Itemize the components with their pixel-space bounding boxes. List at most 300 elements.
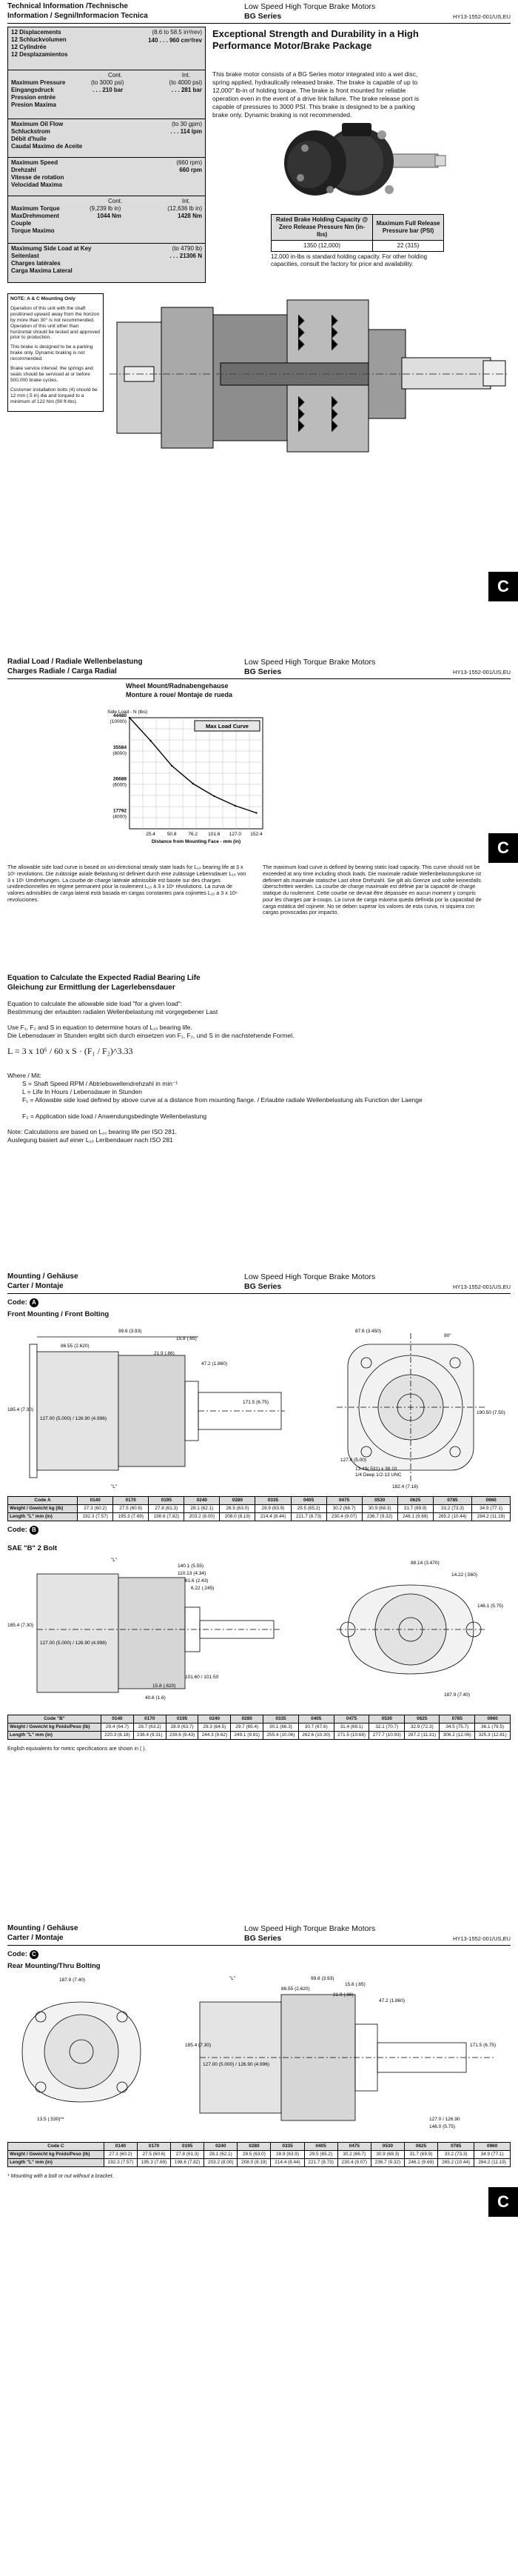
equation-text-1: Equation to calculate the allowable side load "for a given load":	[7, 1000, 183, 1007]
dim-text: 61.6 (2.43)	[185, 1578, 209, 1584]
table-cell: 265.2 (10.44)	[438, 2159, 474, 2167]
table-cell: 246.1 (9.69)	[404, 2159, 437, 2167]
page-mounting-c	[0, 1922, 518, 2576]
spec-displacements	[8, 27, 205, 70]
row-label: Weight / Gewicht kg Poids/Peso (lb)	[8, 2151, 104, 2159]
drawing-sae-b-face	[326, 1555, 511, 1704]
table-cell: 236.7 (9.32)	[371, 2159, 404, 2167]
y-tick-label: 17792	[112, 808, 127, 814]
brake-holding-table	[271, 214, 444, 252]
table-cell: 192.3 (7.57)	[78, 1513, 113, 1521]
table-cell: 27.5 (60.6)	[137, 2151, 170, 2159]
note-calculation-en: Note: Calculations are based on L₁₀ bearing life per ISO 281.	[7, 1128, 177, 1135]
table-row	[8, 1724, 511, 1732]
dim-text: "L"	[111, 1484, 118, 1489]
table-cell: 31.7 (69.9)	[404, 2151, 437, 2159]
table-cell: 192.3 (7.57)	[104, 2159, 137, 2167]
page-header	[7, 0, 511, 24]
table-header-cell: 0405	[291, 1497, 326, 1505]
header-title-left-1: Radial Load / Radiale Wellenbelastung	[7, 658, 143, 666]
spec-label: Seitenlast	[11, 253, 39, 259]
table-cell: 198.6 (7.82)	[149, 1513, 184, 1521]
table-cell: 262.6 (10.30)	[298, 1732, 334, 1740]
table-code-a	[7, 1496, 511, 1521]
note-2: This brake is designed to be a parking brake only. Dynamic braking is not recommended.	[10, 344, 93, 362]
equation-text-2: Bestimmung der erlaubten radialen Wellenbelastung mit vorgegebener Last	[7, 1008, 218, 1015]
table-cell: 284.2 (11.19)	[474, 2159, 511, 2167]
header-series: BG Series	[244, 1934, 282, 1943]
table-header-cell: 0625	[397, 1497, 433, 1505]
int-header: Int.	[181, 72, 190, 79]
spec-label: 12 Cylindrée	[11, 44, 47, 50]
dim-text: 185.4 (7.30)	[7, 1623, 34, 1628]
row-label: Length "L" mm (in)	[8, 1732, 101, 1740]
table-cell: 221.7 (8.73)	[291, 1513, 326, 1521]
table-cell: 28.5 (63.0)	[238, 2151, 271, 2159]
table-header-row	[8, 2143, 511, 2151]
x-axis-label: Distance from Mounting Face - mm (in)	[151, 839, 241, 844]
table-header-cell: 0530	[371, 2143, 404, 2151]
data-point	[171, 765, 172, 767]
sae-b-title: SAE "B" 2 Bolt	[7, 1544, 58, 1552]
spec-label: Schluckstrom	[11, 128, 50, 135]
table-cell: 27.8 (61.3)	[171, 2151, 204, 2159]
table-cell: 27.5 (60.6)	[113, 1505, 149, 1513]
table-cell: 249.1 (9.81)	[231, 1732, 263, 1740]
table-cell: 34.9 (77.1)	[474, 2151, 511, 2159]
table-header-cell: 0960	[472, 1497, 511, 1505]
table-cell: 203.2 (8.00)	[204, 2159, 238, 2167]
dim-text: 110.13 (4.34)	[178, 1571, 206, 1576]
table-header-cell: Code A	[8, 1497, 78, 1505]
table-cell: 244.3 (9.62)	[198, 1732, 231, 1740]
table-header-cell: 0405	[304, 2143, 337, 2151]
page-header	[7, 655, 511, 679]
table-cell: 33.2 (73.3)	[433, 1505, 471, 1513]
page-mounting-a-b	[0, 1270, 518, 1922]
dim-text: 88.14 (3.470)	[411, 1561, 440, 1566]
spec-label: Pression entrée	[11, 94, 56, 101]
code-c-badge: C	[30, 1950, 38, 1959]
section-tab-c: C	[488, 2187, 518, 2217]
spec-value: . . . 114 lpm	[170, 128, 202, 135]
table-header-cell: 0195	[149, 1497, 184, 1505]
bh-val-2: 22 (315)	[373, 241, 444, 252]
y-tick-label-lbs: (10000)	[110, 719, 127, 724]
spec-value: 660 rpm	[179, 167, 202, 173]
table-header-cell: 0170	[113, 1497, 149, 1505]
table-header-cell: 0140	[78, 1497, 113, 1505]
table-header-cell: Code C	[8, 2143, 104, 2151]
table-row	[8, 2151, 511, 2159]
table-cell: 31.4 (69.1)	[334, 1724, 369, 1732]
table-cell: 28.9 (63.7)	[166, 1724, 198, 1732]
dim-text: 6.22 (.245)	[191, 1586, 215, 1591]
spec-value: (9,239 lb in)	[90, 205, 121, 212]
dim-text: 140.1 (5.55)	[178, 1564, 204, 1569]
table-cell: 29.3 (64.5)	[198, 1724, 231, 1732]
table-cell: 30.7 (67.6)	[298, 1724, 334, 1732]
table-row	[8, 1505, 511, 1513]
equation-text-4: Die Lebensdauer in Stunden ergibt sich durch einsetzen von F₁, F₂, und S in die nachstehende Formel.	[7, 1032, 295, 1039]
where-l: L = Life In Hours / Lebensdauer in Stunden	[22, 1088, 143, 1095]
dim-text: 87.6 (3.450)	[355, 1329, 382, 1334]
cont-header: Cont.	[108, 198, 123, 204]
table-header-cell: 0170	[133, 1715, 166, 1724]
table-header-cell: 0475	[334, 1715, 369, 1724]
spec-value: (to 4000 psi)	[169, 79, 202, 86]
spec-label: MaxDrehmoment	[11, 213, 59, 219]
header-product: Low Speed High Torque Brake Motors	[244, 1924, 376, 1933]
table-cell: 271.5 (10.68)	[334, 1732, 369, 1740]
table-header-row	[8, 1715, 511, 1724]
row-label: Length "L" mm (in)	[8, 1513, 78, 1521]
table-cell: 28.1 (62.1)	[184, 1505, 220, 1513]
code-a-label	[7, 1298, 38, 1307]
table-cell: 29.7 (65.4)	[231, 1724, 263, 1732]
legend-label: Max Load Curve	[206, 723, 249, 730]
equation-text-3: Use F₁, F₂ and S in equation to determine hours of L₁₀ bearing life.	[7, 1024, 192, 1031]
rear-mount-title: Rear Mounting/Thru Bolting	[7, 1962, 101, 1970]
table-cell: 195.3 (7.69)	[113, 1513, 149, 1521]
table-cell: 265.2 (10.44)	[433, 1513, 471, 1521]
header-product: Low Speed High Torque Brake Motors	[244, 1272, 376, 1281]
table-cell: 28.9 (63.9)	[255, 1505, 291, 1513]
bh-col-2: Maximum Full Release Pressure bar (PSI)	[373, 215, 444, 241]
table-header-cell: 0335	[255, 1497, 291, 1505]
drawing-front-mount-side	[7, 1322, 289, 1492]
table-row	[8, 1513, 511, 1521]
brake-motor-photo	[271, 119, 448, 209]
dim-text: 47.2 (1.860)	[201, 1361, 228, 1367]
where-f1: F₁ = Allowable side load defined by above curve at a distance from mounting flange. / Erlaubte radiale Wellenbelastung als Function der Laenge	[22, 1096, 423, 1104]
table-header-cell: 0475	[337, 2143, 371, 2151]
spec-label: Charges latérales	[11, 260, 61, 267]
x-tick-label: 152.4	[250, 832, 263, 837]
header-title-left-2: Information / Segni/Informacion Tecnica	[7, 12, 148, 20]
table-header-cell: 0530	[362, 1497, 397, 1505]
dim-text: 21.9 (.86)	[154, 1351, 175, 1356]
dim-text: 1/4 Deep 1/2-13 UNC	[355, 1472, 402, 1478]
spec-value: 140 . . . 960 cm³/rev	[148, 37, 202, 44]
table-cell: 27.3 (60.2)	[78, 1505, 113, 1513]
equation-formula: L = 3 x 10⁶ / 60 x S · (F₁ / F₂)^3.33	[7, 1046, 133, 1056]
table-header-cell: 0475	[326, 1497, 362, 1505]
spec-value: 1044 Nm	[97, 213, 121, 219]
table-cell: 27.3 (60.2)	[104, 2151, 137, 2159]
table-cell: 30.2 (66.7)	[337, 2151, 371, 2159]
dim-text: 86.55 (2.620)	[281, 1986, 310, 1992]
dim-text: 127.00 (5.000) / 126.90 (4.996)	[40, 1416, 107, 1421]
table-row	[8, 2159, 511, 2167]
dim-text: 146.1 (5.75)	[477, 1604, 504, 1609]
dim-text: 99.8 (3.93)	[311, 1976, 334, 1981]
code-label: Code:	[7, 1526, 27, 1534]
spec-label: Eingangsdruck	[11, 87, 54, 93]
spec-value: . . . 210 bar	[92, 87, 124, 93]
row-label: Weight / Gewicht kg (lb)	[8, 1505, 78, 1513]
table-cell: 230.4 (9.07)	[337, 2159, 371, 2167]
header-doc-number: HY13-1552-001/US,EU	[453, 1935, 511, 1942]
table-header-cell: 0785	[433, 1497, 471, 1505]
x-tick-label: 101.6	[208, 832, 221, 837]
spec-label: 12 Displacements	[11, 29, 61, 36]
dim-text: 86.55 (2.620)	[61, 1344, 90, 1349]
header-title-left-2: Carter / Montaje	[7, 1934, 64, 1942]
spec-label: Torque Maximo	[11, 227, 55, 234]
table-cell: 29.4 (64.7)	[101, 1724, 134, 1732]
table-cell: 33.2 (73.3)	[438, 2151, 474, 2159]
table-cell: 36.1 (79.5)	[475, 1724, 511, 1732]
data-point	[213, 795, 215, 797]
dim-text: "L"	[229, 1976, 236, 1981]
table-header-cell: 0140	[101, 1715, 134, 1724]
table-cell: 287.2 (11.31)	[405, 1732, 440, 1740]
table-header-cell: 0530	[369, 1715, 405, 1724]
dim-text: 127.0 / 126.90	[429, 2117, 460, 2122]
spec-label: Drehzahl	[11, 167, 36, 173]
table-row	[8, 1732, 511, 1740]
radial-load-chart	[89, 701, 311, 857]
dim-text: 14.22 (.560)	[451, 1572, 478, 1578]
note-4: Customer installation bolts (4) should be 12 mm (.5 in) dia and torqued to a minimum of 122 Nm (90 ft-lbs).	[10, 387, 98, 404]
dim-text: 127.00 (5.000) / 126.90 (4.998)	[40, 1641, 107, 1646]
spec-label: 12 Desplazamientos	[11, 51, 68, 58]
x-tick-label: 50.8	[166, 832, 177, 837]
x-tick-label: 76.2	[188, 832, 198, 837]
dim-text: 101.60 / 101.50	[185, 1675, 219, 1680]
front-mount-title: Front Mounting / Front Bolting	[7, 1310, 110, 1318]
header-series: BG Series	[244, 667, 282, 676]
page-header	[7, 1922, 511, 1946]
drawing-front-mount-face	[326, 1322, 511, 1492]
table-header-cell: 0960	[474, 2143, 511, 2151]
int-header: Int.	[181, 198, 190, 204]
table-cell: 236.4 (9.31)	[133, 1732, 166, 1740]
data-point	[192, 783, 194, 784]
table-header-cell: 0960	[475, 1715, 511, 1724]
table-cell: 28.9 (63.9)	[271, 2151, 304, 2159]
spec-label: Carga Maxima Lateral	[11, 267, 73, 274]
table-cell: 198.6 (7.82)	[171, 2159, 204, 2167]
y-tick-label: 26688	[112, 776, 127, 782]
dim-text: 190.50 (7.50)	[477, 1410, 505, 1415]
x-tick-label: 25.4	[146, 832, 155, 837]
spec-label: Maximum Speed	[11, 159, 58, 166]
cutaway-drawing	[110, 293, 509, 459]
table-cell: 29.5 (65.2)	[291, 1505, 326, 1513]
table-header-cell: 0405	[298, 1715, 334, 1724]
table-cell: 277.7 (10.93)	[369, 1732, 405, 1740]
section-tab-c: C	[488, 572, 518, 601]
mounting-note-box	[7, 293, 104, 412]
section-tab-c: C	[488, 833, 518, 863]
table-header-cell: 0195	[171, 2143, 204, 2151]
header-series: BG Series	[244, 12, 282, 21]
dim-text: 99.6 (3.93)	[118, 1329, 142, 1334]
spec-label: Caudal Maximo de Aceite	[11, 143, 83, 150]
bh-val-1: 1350 (12,000)	[272, 241, 373, 252]
table-header-cell: 0280	[220, 1497, 255, 1505]
table-cell: 30.2 (66.7)	[326, 1505, 362, 1513]
table-header-cell: 0335	[271, 2143, 304, 2151]
dim-text: "L"	[111, 1558, 118, 1563]
spec-value: (8.6 to 58.5 in³/rev)	[152, 29, 202, 36]
table-header-cell: 0240	[204, 2143, 238, 2151]
table-header-cell: 0280	[231, 1715, 263, 1724]
header-product: Low Speed High Torque Brake Motors	[244, 658, 376, 667]
table-header-cell: 0625	[405, 1715, 440, 1724]
row-label: Length "L" mm (in)	[8, 2159, 104, 2167]
table-cell: 246.1 (9.69)	[397, 1513, 433, 1521]
spec-flow	[8, 119, 205, 158]
dim-text: 185.4 (7.30)	[185, 2043, 212, 2048]
code-b-label	[7, 1526, 38, 1535]
table-header-cell: 0335	[263, 1715, 299, 1724]
dim-text: 127.0 (5.00)	[340, 1458, 367, 1463]
table-cell: 31.7 (69.9)	[397, 1505, 433, 1513]
table-cell: 34.9 (77.1)	[472, 1505, 511, 1513]
row-label: Weight / Gewicht kg Poids/Peso (lb)	[8, 1724, 101, 1732]
page-header	[7, 1270, 511, 1294]
dim-text: 15.8 (.620)	[152, 1684, 176, 1689]
table-cell: 230.4 (9.07)	[326, 1513, 362, 1521]
data-point	[235, 805, 236, 807]
header-title-left-1: Mounting / Gehäuse	[7, 1924, 78, 1932]
spec-label: Maximum Torque	[11, 205, 60, 212]
spec-label: Maximum Oil Flow	[11, 121, 64, 127]
data-point	[149, 740, 151, 741]
spec-side-load	[8, 244, 205, 282]
dim-text: 13.49(.531) x 38.10	[355, 1466, 397, 1472]
dim-text: 15.8 (.65)	[345, 1982, 366, 1987]
headline: Exceptional Strength and Durability in a High Performance Motor/Brake Package	[212, 28, 419, 51]
table-cell: 32.1 (70.7)	[369, 1724, 405, 1732]
table-header-cell: Code "B"	[8, 1715, 101, 1724]
equation-heading-en: Equation to Calculate the Expected Radial Bearing Life	[7, 974, 201, 982]
spec-value: (to 4790 lb)	[172, 245, 202, 252]
spec-pressure	[8, 70, 205, 119]
header-series: BG Series	[244, 1282, 282, 1291]
text-col-right: The maximum load curve is defined by bearing static load capacity. This curve should not be exceeded at any time including shock loads. Die maximale radiale Wellenbelastungskurve ist definiert als maximale statische Last ohne Drehzahl. Sie gilt als Grenze und sollte keinesfalls überschritten werden. La courbe de charge maximale est définie par la capacité de charge statique du roulement. Cette courbe ne devrait être dépassée en aucun moment y compris pour les charges par à-coups. La curva de carga máxima queda definida por la capacidad de carga estática del cojinete. No se deben superar los valores de esta curva, ni siquiera con cargas provocadas por impacto.	[263, 864, 482, 916]
spec-value: (to 3000 psi)	[91, 79, 124, 86]
table-cell: 30.1 (66.3)	[263, 1724, 299, 1732]
chart-subtitle: Monture à roue/ Montaje de rueda	[126, 691, 233, 698]
table-cell: 284.2 (11.19)	[472, 1513, 511, 1521]
data-point	[255, 812, 257, 813]
data-point	[129, 717, 130, 718]
table-cell: 214.4 (8.44)	[271, 2159, 304, 2167]
table-cell: 28.5 (63.0)	[220, 1505, 255, 1513]
dim-text: 187.9 (7.40)	[59, 1978, 86, 1983]
table-header-cell: 0170	[137, 2143, 170, 2151]
header-doc-number: HY13-1552-001/US,EU	[453, 1284, 511, 1290]
dim-text: 127.00 (5.000) / 126.90 (4.996)	[203, 2062, 269, 2067]
table-cell: 214.4 (8.44)	[255, 1513, 291, 1521]
drawing-sae-b-side	[7, 1555, 289, 1704]
table-cell: 29.5 (65.2)	[304, 2151, 337, 2159]
spec-label: Presion Maxima	[11, 101, 56, 108]
table-cell: 239.6 (9.43)	[166, 1732, 198, 1740]
spec-label: Maximumg Side Load at Key	[11, 245, 92, 252]
dim-text: 146.0 (5.75)	[429, 2124, 456, 2129]
bh-col-1: Rated Brake Holding Capacity @ Zero Release Pressure Nm (in-lbs)	[272, 215, 373, 241]
spec-label: 12 Schluckvolumen	[11, 36, 67, 43]
y-tick-label-lbs: (6000)	[112, 782, 127, 788]
table-cell: 34.5 (75.7)	[440, 1724, 475, 1732]
note-1: Operation of this unit with the shaft positioned upward away from the horizon by more than 30° is not recommended. Operation of this unit other than horizontal should be tested and approved prior to production.	[10, 305, 100, 341]
header-title-left-1: Mounting / Gehäuse	[7, 1272, 78, 1281]
y-tick-label: 35584	[112, 744, 127, 750]
mounting-bolt-note: * Mounting with a bolt or nut without a bracket.	[7, 2174, 114, 2179]
table-cell: 208.0 (8.19)	[220, 1513, 255, 1521]
page-radial-load	[0, 655, 518, 1270]
page-technical-information	[0, 0, 518, 655]
header-title-left-2: Charges Radiale / Carga Radial	[7, 667, 117, 675]
code-c-label	[7, 1950, 38, 1959]
table-header-cell: 0785	[438, 2143, 474, 2151]
y-tick-label-lbs: (4000)	[112, 814, 127, 820]
text-col-left: The allowable side load curve is based on uni-directional steady state loads for L₁₀ bearing life at 3 x 10⁶ revolutions. Die zulässige axiale Belastung ist definiert durch eine zulässige Lebensdauer L₁₀ von 3 x 10⁶ Umdrehungen. La courbe de charge latérale admissible est basée sur des charges unidirectionnelles en régime permanent pour la roulement L₁₀ à 3 x 10⁶ révolutions. La curva de valores admisibles de carga lateral está basada en cargas constantes para cojinetes L₁₀ a 3 x 10⁶ revoluciones.	[7, 864, 246, 903]
spec-label: Débit d'huile	[11, 136, 47, 142]
where-label: Where / Mit:	[7, 1072, 41, 1079]
table-cell: 208.0 (8.19)	[238, 2159, 271, 2167]
dim-text: 47.2 (1.860)	[379, 1998, 406, 2003]
table-code-c	[7, 2142, 511, 2167]
table-cell: 28.7 (63.2)	[133, 1724, 166, 1732]
spec-label: Velocidad Maxima	[11, 181, 62, 188]
x-tick-label: 127.0	[229, 832, 242, 837]
where-s: S = Shaft Speed RPM / Abtriebswellendrehzahl in min⁻¹	[22, 1080, 178, 1087]
header-title-left-1: Technical Information /Technische	[7, 2, 128, 10]
table-cell: 236.7 (9.32)	[362, 1513, 397, 1521]
spec-value: (12,636 lb in)	[167, 205, 202, 212]
note-3: Brake service interval: the springs and seals should be serviced at or before 500,000 brake cycles.	[10, 366, 93, 383]
holding-note: 12,000 in-lbs is standard holding capacity. For other holding capacities, consult the factory for price and availability.	[271, 253, 428, 267]
table-header-cell: 0240	[184, 1497, 220, 1505]
table-cell: 195.3 (7.69)	[137, 2159, 170, 2167]
code-label: Code:	[7, 1950, 27, 1958]
y-axis-label: Side Load - N (lbs)	[107, 710, 148, 715]
table-header-row	[8, 1497, 511, 1505]
cont-header: Cont.	[108, 72, 123, 79]
y-tick-label-lbs: (8000)	[112, 750, 127, 756]
table-header-cell: 0785	[440, 1715, 475, 1724]
dim-text: 13.5 (.530)**	[37, 2117, 64, 2122]
table-header-cell: 0240	[198, 1715, 231, 1724]
header-title-left-2: Carter / Montaje	[7, 1282, 64, 1290]
spec-torque	[8, 196, 205, 244]
dim-text: 40.6 (1.6)	[145, 1695, 166, 1701]
header-product: Low Speed High Torque Brake Motors	[244, 2, 376, 11]
dim-text: 171.5 (6.75)	[243, 1400, 269, 1405]
y-tick-label: 44480	[112, 713, 127, 718]
code-b-badge: B	[30, 1526, 38, 1535]
table-header-cell: 0140	[104, 2143, 137, 2151]
spec-value: . . . 281 bar	[171, 87, 202, 93]
table-cell: 306.2 (12.06)	[440, 1732, 475, 1740]
code-a-badge: A	[30, 1298, 38, 1307]
spec-table	[7, 27, 206, 283]
spec-label: Vitesse de rotation	[11, 174, 64, 181]
header-doc-number: HY13-1552-001/US,EU	[453, 13, 511, 20]
dim-text: 21.9 (.86)	[333, 1992, 354, 1998]
table-cell: 203.2 (8.00)	[184, 1513, 220, 1521]
drawing-rear-mount-face	[7, 1972, 155, 2132]
table-header-cell: 0625	[404, 2143, 437, 2151]
table-cell: 30.9 (68.3)	[362, 1505, 397, 1513]
header-doc-number: HY13-1552-001/US,EU	[453, 669, 511, 675]
